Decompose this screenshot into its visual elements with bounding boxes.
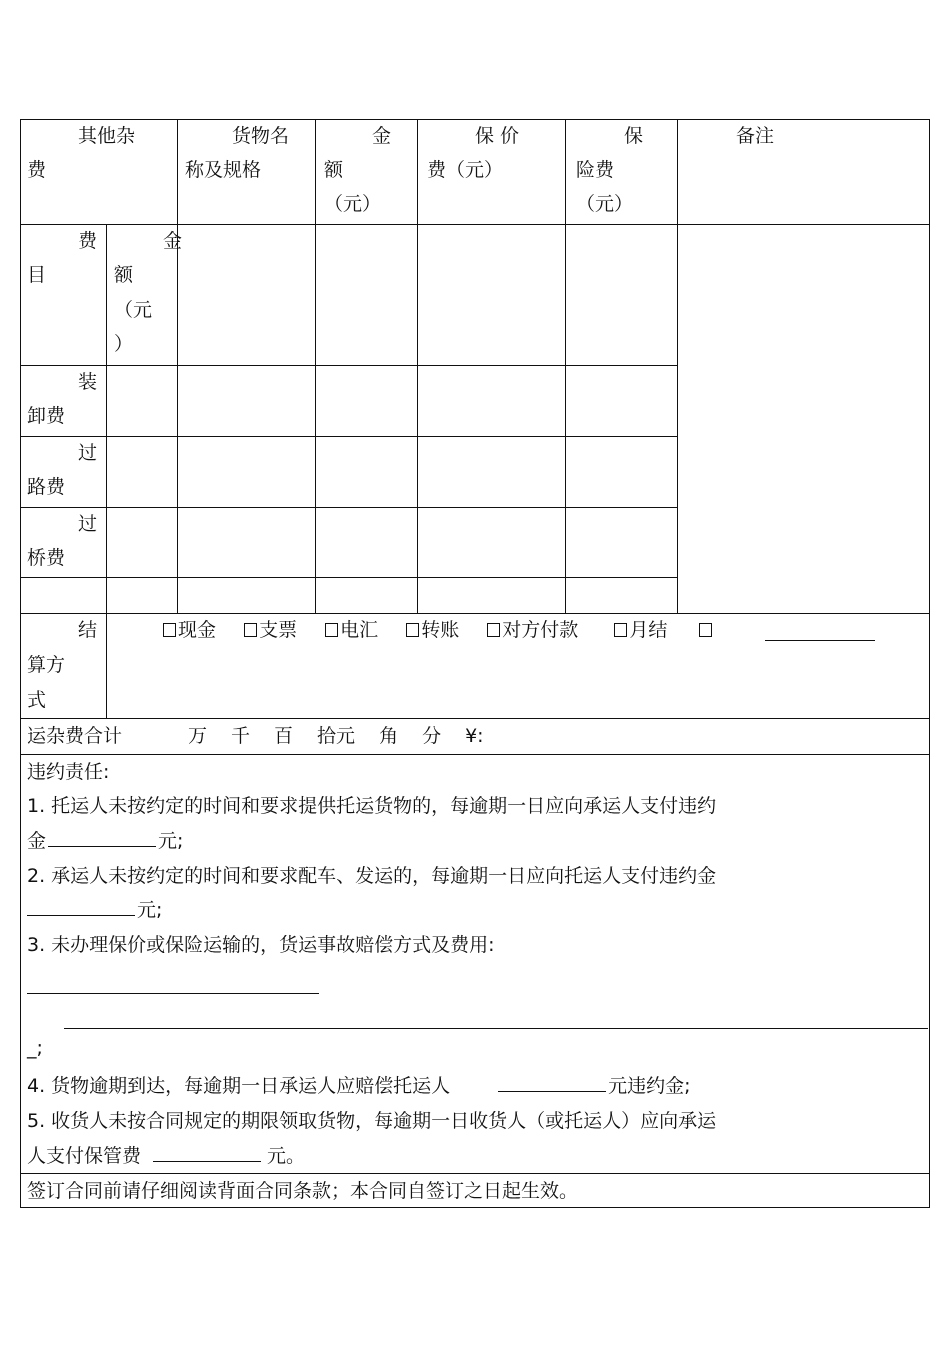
line bbox=[20, 365, 678, 366]
line bbox=[20, 754, 930, 755]
amount-blank[interactable] bbox=[27, 897, 135, 916]
amount-blank[interactable] bbox=[498, 1073, 606, 1092]
header-insured-value-line1: 保 价 bbox=[475, 125, 520, 147]
compensation-blank-2[interactable] bbox=[64, 1028, 928, 1029]
header-amount-line3: （元） bbox=[324, 193, 382, 215]
header-amount-line2: 额 bbox=[324, 159, 344, 181]
amount-blank[interactable] bbox=[48, 828, 156, 847]
line bbox=[20, 507, 678, 508]
header-misc-fee-line2: 费 bbox=[27, 159, 47, 181]
liability-item-4: 4. 货物逾期到达，每逾期一日承运人应赔偿托运人 元违约金; bbox=[27, 1075, 691, 1097]
liability-item-2-cont: 元; bbox=[27, 893, 162, 928]
fee-row-label-line1: 过 bbox=[78, 513, 98, 535]
settlement-option-check[interactable]: 支票 bbox=[244, 619, 297, 641]
footer-note: 签订合同前请仔细阅读背面合同条款；本合同自签订之日起生效。 bbox=[27, 1180, 579, 1202]
settlement-option-wire[interactable]: 电汇 bbox=[325, 619, 378, 641]
fee-item-col-line2: 目 bbox=[27, 264, 47, 286]
checkbox-icon[interactable] bbox=[325, 623, 338, 637]
liability-item-3-end: _; bbox=[27, 1037, 43, 1059]
checkbox-icon[interactable] bbox=[699, 623, 712, 637]
fee-item-col-line1: 费 bbox=[78, 230, 98, 252]
liability-item-1-cont: 金 元; bbox=[27, 830, 184, 852]
settlement-label-line1: 结 bbox=[78, 619, 98, 641]
liability-item-2: 2. 承运人未按约定的时间和要求配车、发运的，每逾期一日应向托运人支付违约金 bbox=[27, 865, 717, 887]
line bbox=[677, 119, 678, 613]
settlement-options bbox=[163, 613, 714, 648]
total-label: 运杂费合计 bbox=[27, 725, 123, 747]
settlement-other-blank[interactable] bbox=[765, 640, 875, 641]
header-amount-line1: 金 bbox=[372, 125, 392, 147]
settlement-option-monthly[interactable]: 月结 bbox=[614, 619, 667, 641]
line bbox=[20, 224, 930, 225]
header-remarks: 备注 bbox=[736, 125, 775, 147]
line bbox=[20, 119, 21, 1208]
settlement-option-collect[interactable]: 对方付款 bbox=[487, 619, 578, 641]
fee-row-label-line2: 卸费 bbox=[27, 405, 66, 427]
settlement-option-other[interactable] bbox=[699, 619, 714, 641]
line bbox=[20, 436, 678, 437]
line bbox=[565, 119, 566, 613]
line bbox=[177, 119, 178, 613]
settlement-option-cash[interactable]: 现金 bbox=[163, 619, 216, 641]
header-insurance-line3: （元） bbox=[576, 193, 634, 215]
line bbox=[417, 119, 418, 613]
header-insured-value-line2: 费（元） bbox=[427, 159, 504, 181]
total-units: 万 千 百 拾元 角 分 ¥: bbox=[188, 725, 484, 747]
line bbox=[106, 613, 107, 718]
liability-item-5: 5. 收货人未按合同规定的期限领取货物，每逾期一日收货人（或托运人）应向承运 bbox=[27, 1110, 717, 1132]
line bbox=[315, 119, 316, 613]
contract-fee-table bbox=[20, 119, 930, 1208]
header-insurance-line2: 险费 bbox=[576, 159, 615, 181]
fee-row-label-line2: 桥费 bbox=[27, 547, 66, 569]
liability-item-5-cont: 人支付保管费 元。 bbox=[27, 1145, 306, 1167]
checkbox-icon[interactable] bbox=[406, 623, 419, 637]
line bbox=[106, 224, 107, 613]
fee-row-label-line2: 路费 bbox=[27, 476, 66, 498]
checkbox-icon[interactable] bbox=[163, 623, 176, 637]
checkbox-icon[interactable] bbox=[487, 623, 500, 637]
header-goods-line2: 称及规格 bbox=[185, 159, 262, 181]
checkbox-icon[interactable] bbox=[244, 623, 257, 637]
fee-amount-col-line4: ） bbox=[114, 333, 134, 355]
settlement-option-transfer[interactable]: 转账 bbox=[406, 619, 459, 641]
compensation-blank-1[interactable] bbox=[27, 993, 319, 994]
fee-amount-col-line3: （元 bbox=[114, 299, 153, 321]
liability-title: 违约责任: bbox=[27, 761, 110, 783]
header-misc-fee-line1: 其他杂 bbox=[78, 125, 136, 147]
amount-blank[interactable] bbox=[153, 1143, 261, 1162]
liability-item-1: 1. 托运人未按约定的时间和要求提供托运货物的，每逾期一日应向承运人支付违约 bbox=[27, 795, 717, 817]
settlement-label-line2: 算方 bbox=[27, 654, 66, 676]
line bbox=[929, 119, 930, 1208]
checkbox-icon[interactable] bbox=[614, 623, 627, 637]
fee-row-label-line1: 装 bbox=[78, 371, 98, 393]
line bbox=[20, 577, 678, 578]
header-goods-line1: 货物名 bbox=[232, 125, 290, 147]
fee-amount-col-line2: 额 bbox=[114, 264, 134, 286]
fee-row-label-line1: 过 bbox=[78, 442, 98, 464]
settlement-label-line3: 式 bbox=[27, 689, 47, 711]
header-insurance-line1: 保 bbox=[624, 125, 644, 147]
fee-amount-col-line1: 金 bbox=[163, 230, 183, 252]
liability-item-3: 3. 未办理保价或保险运输的，货运事故赔偿方式及费用: bbox=[27, 934, 495, 956]
